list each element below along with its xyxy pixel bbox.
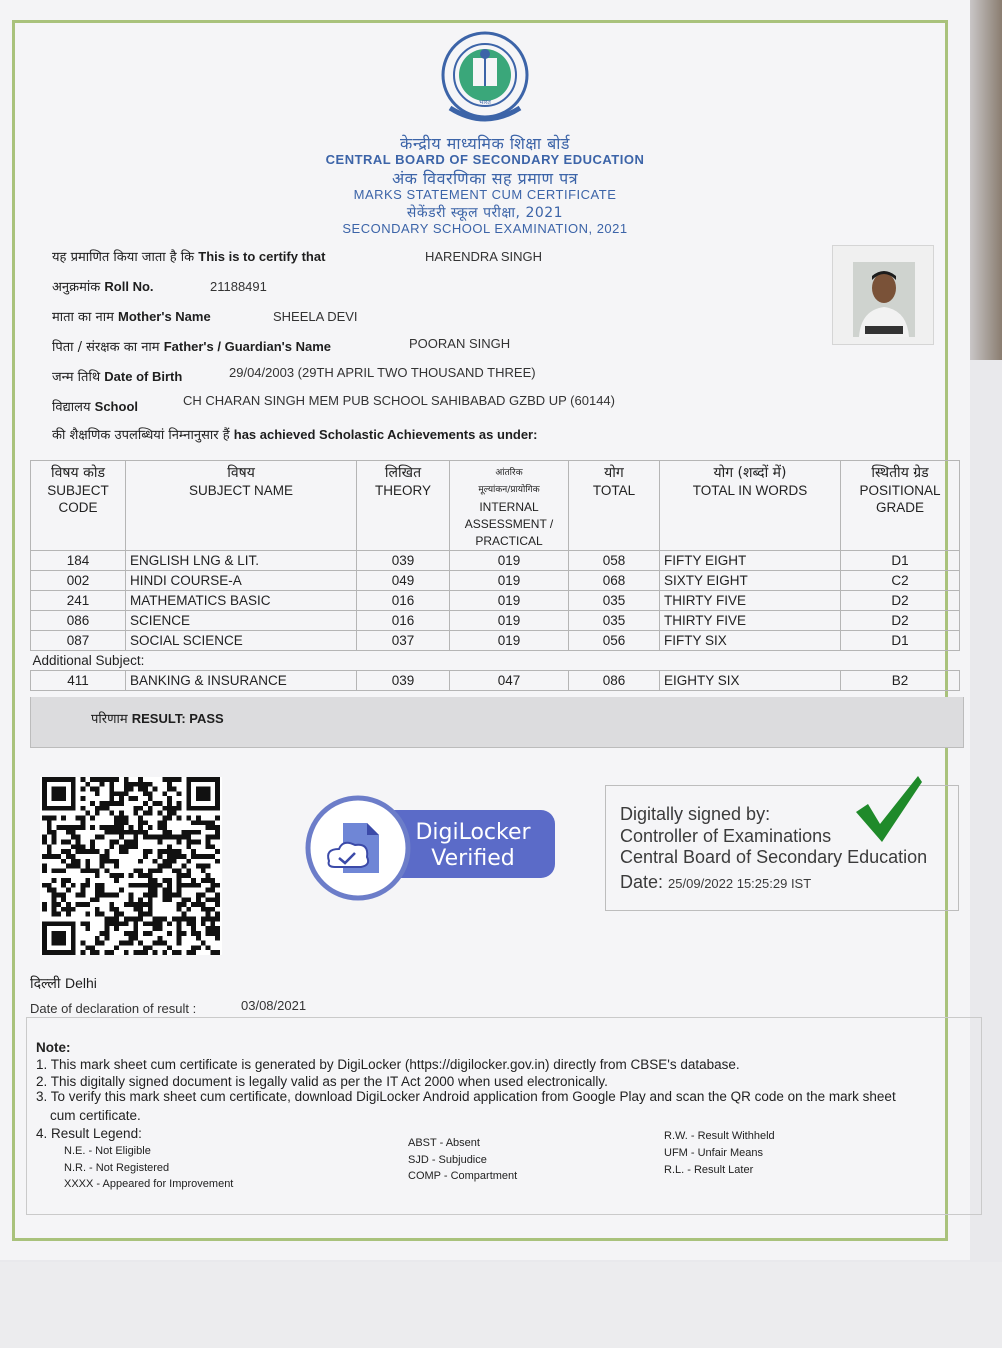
qr-finder-pattern: [52, 787, 66, 801]
roll-number: 21188491: [210, 279, 267, 294]
header-theory: लिखित THEORY: [357, 461, 450, 551]
total-marks: 035: [569, 591, 660, 611]
total-in-words: SIXTY EIGHT: [660, 571, 841, 591]
table-row: [31, 571, 960, 591]
note-3-cont: cum certificate.: [50, 1108, 141, 1123]
subject-name: SOCIAL SCIENCE: [126, 631, 357, 651]
internal-marks: 019: [450, 551, 569, 571]
student-photo-frame: [832, 245, 934, 345]
subject-name: MATHEMATICS BASIC: [126, 591, 357, 611]
declaration-label: Date of declaration of result :: [30, 1001, 197, 1016]
school-label: विद्यालय School: [52, 399, 138, 415]
internal-marks: 019: [450, 631, 569, 651]
note-4: 4. Result Legend:: [36, 1126, 142, 1141]
digital-signature-box: [605, 785, 959, 911]
legend-ne: N.E. - Not Eligible: [64, 1145, 151, 1157]
legend-sjd: SJD - Subjudice: [408, 1154, 487, 1166]
legend-ufm: UFM - Unfair Means: [664, 1147, 764, 1159]
father-label: पिता / संरक्षक का नाम Father's / Guardian's Name: [52, 339, 331, 355]
total-in-words: THIRTY FIVE: [660, 611, 841, 631]
header-subject-code: विषय कोड SUBJECT CODE: [31, 461, 126, 551]
header-total-words: योग (शब्दों में) TOTAL IN WORDS: [660, 461, 841, 551]
doc-title: MARKS STATEMENT CUM CERTIFICATE: [353, 187, 617, 202]
father-name: POORAN SINGH: [409, 336, 511, 351]
signer-org: Central Board of Secondary Education: [620, 847, 928, 867]
digilocker-verified-badge: [305, 795, 560, 901]
legend-rw: R.W. - Result Withheld: [664, 1130, 775, 1142]
table-row: [31, 631, 960, 651]
legend-rl: R.L. - Result Later: [664, 1164, 754, 1176]
dob-label: जन्म तिथि Date of Birth: [52, 369, 183, 385]
internal-marks: 019: [450, 571, 569, 591]
header-internal-assessment: आंतरिक मूल्यांकन/प्रायोगिक INTERNAL ASSESSMENT / PRACTICAL: [450, 461, 569, 551]
background-bottom: [0, 1262, 1002, 1348]
digilocker-line1: DigiLocker: [415, 820, 531, 845]
digilocker-line2: Verified: [431, 846, 515, 871]
grade: C2: [841, 571, 960, 591]
table-row: [31, 671, 960, 691]
mother-label: माता का नाम Mother's Name: [52, 309, 211, 325]
logo-caption: भारत: [479, 99, 491, 106]
legend-abst: ABST - Absent: [408, 1137, 480, 1149]
subject-code: 241: [31, 591, 126, 611]
board-title-hindi: केन्द्रीय माध्यमिक शिक्षा बोर्ड: [400, 134, 570, 153]
legend-comp: COMP - Compartment: [408, 1170, 518, 1182]
certify-label: यह प्रमाणित किया जाता है कि This is to certify that: [52, 249, 326, 265]
check-mark-icon: [852, 774, 924, 846]
subject-name: HINDI COURSE-A: [126, 571, 357, 591]
student-photo: [853, 262, 915, 337]
notes-title: Note:: [36, 1040, 71, 1055]
mother-name: SHEELA DEVI: [273, 309, 358, 324]
declaration-date: 03/08/2021: [241, 998, 307, 1013]
exam-title: SECONDARY SCHOOL EXAMINATION, 2021: [342, 221, 628, 236]
total-marks: 068: [569, 571, 660, 591]
roll-label: अनुक्रमांक Roll No.: [52, 279, 154, 295]
internal-marks: 019: [450, 591, 569, 611]
subject-name: ENGLISH LNG & LIT.: [126, 551, 357, 571]
table-row: [31, 591, 960, 611]
grade: D1: [841, 551, 960, 571]
subject-code: 184: [31, 551, 126, 571]
total-in-words: EIGHTY SIX: [660, 671, 841, 691]
subject-code: 087: [31, 631, 126, 651]
total-marks: 035: [569, 611, 660, 631]
student-name: HARENDRA SINGH: [425, 249, 543, 264]
internal-marks: 019: [450, 611, 569, 631]
grade: D2: [841, 591, 960, 611]
exam-title-hindi: सेकेंडरी स्कूल परीक्षा, 2021: [406, 205, 564, 221]
achievements-label: की शैक्षणिक उपलब्धियां निम्नानुसार हैं has achieved Scholastic Achievements as under:: [52, 427, 538, 443]
total-in-words: FIFTY EIGHT: [660, 551, 841, 571]
signed-by: Digitally signed by:: [620, 804, 771, 824]
result-label: परिणाम RESULT: PASS: [91, 711, 224, 727]
legend-xxxx: XXXX - Appeared for Improvement: [64, 1178, 234, 1190]
theory-marks: 016: [357, 591, 450, 611]
doc-title-hindi: अंक विवरणिका सह प्रमाण पत्र: [391, 169, 579, 188]
result-band: [30, 697, 964, 748]
total-in-words: THIRTY FIVE: [660, 591, 841, 611]
qr-finder-pattern: [196, 787, 210, 801]
theory-marks: 016: [357, 611, 450, 631]
marks-table: [30, 460, 960, 691]
theory-marks: 037: [357, 631, 450, 651]
note-1: 1. This mark sheet cum certificate is generated by DigiLocker (https://digilocker.gov.in) directly from CBSE's database.: [36, 1057, 740, 1072]
subject-code: 411: [31, 671, 126, 691]
sign-date: Date: 25/09/2022 15:25:29 IST: [620, 872, 812, 892]
qr-finder-pattern: [52, 931, 66, 945]
additional-subject-label-row: [31, 651, 960, 671]
board-title: CENTRAL BOARD OF SECONDARY EDUCATION: [325, 152, 645, 167]
grade: D1: [841, 631, 960, 651]
internal-marks: 047: [450, 671, 569, 691]
table-row: [31, 551, 960, 571]
note-3: 3. To verify this mark sheet cum certificate, download DigiLocker Android application from Google Play and scan the QR code on the mark sheet: [36, 1089, 896, 1104]
total-marks: 086: [569, 671, 660, 691]
legend-nr: N.R. - Not Registered: [64, 1162, 170, 1174]
additional-subject-label: Additional Subject:: [31, 651, 960, 671]
total-in-words: FIFTY SIX: [660, 631, 841, 651]
header-positional-grade: स्थितीय ग्रेड POSITIONAL GRADE: [841, 461, 960, 551]
subject-name: SCIENCE: [126, 611, 357, 631]
subject-name: BANKING & INSURANCE: [126, 671, 357, 691]
total-marks: 058: [569, 551, 660, 571]
table-row: [31, 611, 960, 631]
note-2: 2. This digitally signed document is legally valid as per the IT Act 2000 when used electronically.: [36, 1074, 608, 1089]
subject-code: 002: [31, 571, 126, 591]
qr-code[interactable]: [40, 777, 222, 955]
header-subject-name: विषय SUBJECT NAME: [126, 461, 357, 551]
grade: B2: [841, 671, 960, 691]
school-name: CH CHARAN SINGH MEM PUB SCHOOL SAHIBABAD GZBD UP (60144): [183, 393, 615, 408]
grade: D2: [841, 611, 960, 631]
place: दिल्ली Delhi: [30, 975, 97, 992]
header-total: योग TOTAL: [569, 461, 660, 551]
theory-marks: 039: [357, 551, 450, 571]
date-of-birth: 29/04/2003 (29TH APRIL TWO THOUSAND THREE): [229, 365, 536, 380]
theory-marks: 039: [357, 671, 450, 691]
signer-title: Controller of Examinations: [620, 826, 832, 846]
subject-code: 086: [31, 611, 126, 631]
cbse-logo-icon: [440, 30, 530, 128]
total-marks: 056: [569, 631, 660, 651]
theory-marks: 049: [357, 571, 450, 591]
